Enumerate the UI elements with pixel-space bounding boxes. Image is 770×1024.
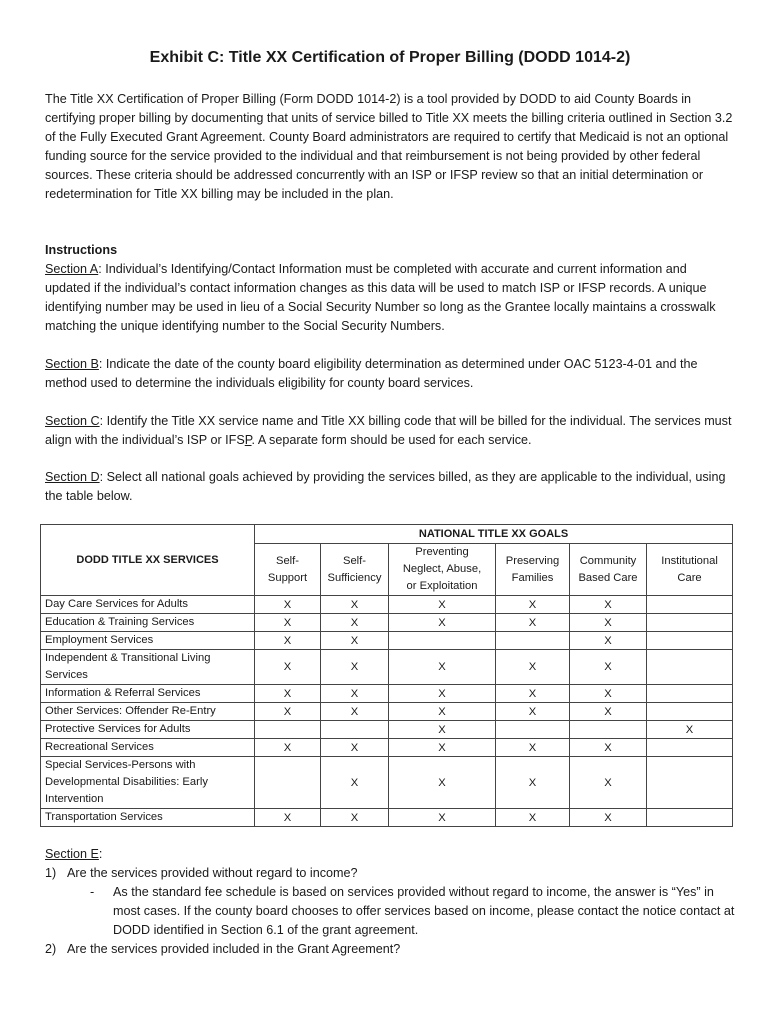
goal-mark-cell: X <box>570 650 647 685</box>
section-c-text-p: P <box>244 433 252 447</box>
goal-column-header: Self- Support <box>255 544 321 596</box>
goal-mark-cell: X <box>389 703 496 721</box>
goal-column-header: Self- Sufficiency <box>321 544 389 596</box>
goal-mark-cell <box>647 703 733 721</box>
goal-mark-cell: X <box>321 703 389 721</box>
goal-mark-cell: X <box>321 650 389 685</box>
goal-mark-cell <box>647 650 733 685</box>
goal-column-header: Preventing Neglect, Abuse, or Exploitation <box>389 544 496 596</box>
table-row <box>41 757 733 809</box>
goal-mark-cell: X <box>255 739 321 757</box>
service-name-cell: Day Care Services for Adults <box>41 596 255 614</box>
question-1-text: Are the services provided without regard to income? <box>67 866 358 880</box>
question-1-note-dash: - <box>90 885 95 899</box>
section-c-paragraph <box>45 412 735 450</box>
section-a-label: Section A <box>45 262 99 276</box>
table-row <box>41 721 733 739</box>
goal-mark-cell: X <box>570 757 647 809</box>
instructions-heading: Instructions <box>45 243 118 257</box>
goal-mark-cell <box>321 721 389 739</box>
question-2-number: 2) <box>45 942 57 956</box>
goal-mark-cell: X <box>496 596 570 614</box>
goal-mark-cell: X <box>389 685 496 703</box>
goal-mark-cell: X <box>321 739 389 757</box>
goal-mark-cell <box>647 614 733 632</box>
goal-mark-cell <box>647 632 733 650</box>
goal-mark-cell: X <box>496 650 570 685</box>
question-1 <box>45 864 358 883</box>
goal-mark-cell: X <box>389 809 496 827</box>
title-xx-goals-table <box>40 524 733 827</box>
section-c-text-end: . A separate form should be used for each service. <box>251 433 532 447</box>
goal-mark-cell: X <box>496 809 570 827</box>
goal-mark-cell: X <box>570 739 647 757</box>
section-d-text: : Select all national goals achieved by providing the services billed, as they are applicable to the individual, using the table below. <box>45 470 726 503</box>
goal-mark-cell <box>647 809 733 827</box>
goal-mark-cell <box>647 739 733 757</box>
section-b-paragraph <box>45 355 735 393</box>
service-name-cell: Transportation Services <box>41 809 255 827</box>
goal-mark-cell: X <box>321 757 389 809</box>
goal-mark-cell: X <box>647 721 733 739</box>
service-name-cell: Other Services: Offender Re-Entry <box>41 703 255 721</box>
goal-mark-cell: X <box>570 703 647 721</box>
goal-mark-cell: X <box>255 596 321 614</box>
service-name-cell: Education & Training Services <box>41 614 255 632</box>
goal-column-header: Preserving Families <box>496 544 570 596</box>
service-name-cell: Employment Services <box>41 632 255 650</box>
service-name-cell: Protective Services for Adults <box>41 721 255 739</box>
question-2 <box>45 940 400 959</box>
section-d-paragraph <box>45 468 735 506</box>
section-c-label: Section C <box>45 414 100 428</box>
goal-mark-cell: X <box>570 809 647 827</box>
goal-column-header: Institutional Care <box>647 544 733 596</box>
goal-mark-cell: X <box>389 739 496 757</box>
goal-mark-cell: X <box>570 632 647 650</box>
section-b-label: Section B <box>45 357 99 371</box>
goal-mark-cell: X <box>570 685 647 703</box>
goal-mark-cell <box>255 721 321 739</box>
table-row <box>41 650 733 685</box>
goal-mark-cell: X <box>496 614 570 632</box>
goal-mark-cell: X <box>321 685 389 703</box>
goal-mark-cell <box>255 757 321 809</box>
table-row <box>41 809 733 827</box>
goal-mark-cell: X <box>570 596 647 614</box>
document-title: Exhibit C: Title XX Certification of Proper Billing (DODD 1014-2) <box>149 49 631 66</box>
goal-mark-cell: X <box>255 614 321 632</box>
service-name-cell: Special Services-Persons with Developmental Disabilities: Early Intervention <box>41 757 255 809</box>
table-row <box>41 596 733 614</box>
goal-mark-cell: X <box>389 721 496 739</box>
goal-mark-cell: X <box>255 685 321 703</box>
intro-paragraph: The Title XX Certification of Proper Billing (Form DODD 1014-2) is a tool provided by DODD to aid County Boards in certifying proper billing by documenting that units of service billed to Title XX meets the billing criteria outlined in Section 3.2 of the Fully Executed Grant Agreement. County Board administrators are required to certify that Medicaid is not an optional funding source for the service provided to the individual and that reimbursement is not being provided by other federal sources. These criteria should be addressed concurrently with an ISP or IFSP review so that an initial determination or redetermination for Title XX billing may be included in the plan. <box>45 92 733 201</box>
services-header: DODD TITLE XX SERVICES <box>41 525 255 596</box>
goals-header: NATIONAL TITLE XX GOALS <box>255 525 733 544</box>
service-name-cell: Information & Referral Services <box>41 685 255 703</box>
goal-mark-cell: X <box>321 596 389 614</box>
section-e-label: Section E <box>45 847 99 861</box>
section-e-heading <box>45 845 102 864</box>
goal-mark-cell: X <box>496 685 570 703</box>
goal-mark-cell <box>647 685 733 703</box>
goal-mark-cell <box>496 632 570 650</box>
goal-mark-cell: X <box>255 703 321 721</box>
section-a-paragraph <box>45 260 735 336</box>
goals-table-body <box>41 596 733 827</box>
goal-mark-cell: X <box>496 757 570 809</box>
table-row <box>41 614 733 632</box>
question-1-note-text: As the standard fee schedule is based on services provided without regard to income, the answer is “Yes” in most cases. If the county board chooses to offer services based on income, please contact the notice contact at DODD identified in Section 6.1 of the grant agreement. <box>113 885 735 937</box>
section-d-label: Section D <box>45 470 100 484</box>
question-1-number: 1) <box>45 866 57 880</box>
goal-mark-cell: X <box>389 650 496 685</box>
section-c-text: : Identify the Title XX service name and Title XX billing code that will be billed for the individual. The services must align with the individual’s ISP or IFS <box>45 414 732 447</box>
goal-mark-cell: X <box>255 632 321 650</box>
table-row <box>41 685 733 703</box>
goal-mark-cell <box>389 632 496 650</box>
goal-mark-cell: X <box>255 809 321 827</box>
table-row <box>41 703 733 721</box>
section-e-label-suffix: : <box>98 847 103 861</box>
goal-mark-cell <box>570 721 647 739</box>
goal-mark-cell <box>647 596 733 614</box>
goal-mark-cell: X <box>389 757 496 809</box>
goal-mark-cell: X <box>321 632 389 650</box>
goal-mark-cell <box>496 721 570 739</box>
section-b-text: : Indicate the date of the county board eligibility determination as determined under OAC 5123-4-01 and the method used to determine the individuals eligibility for county board services. <box>45 357 698 390</box>
goal-mark-cell: X <box>496 739 570 757</box>
section-a-text: : Individual’s Identifying/Contact Information must be completed with accurate and current information and updated if the individual’s contact information changes as this data will be used to match ISP or IFSP records. A unique identifying number may be used in lieu of a Social Security Number so long as the Grantee locally maintains a crosswalk matching the unique identifying number to the Social Security Numbers. <box>45 262 716 333</box>
goal-mark-cell: X <box>255 650 321 685</box>
goal-column-header: Community Based Care <box>570 544 647 596</box>
table-row <box>41 739 733 757</box>
goal-mark-cell: X <box>570 614 647 632</box>
goal-mark-cell: X <box>389 614 496 632</box>
goal-mark-cell: X <box>321 809 389 827</box>
goal-mark-cell <box>647 757 733 809</box>
goal-mark-cell: X <box>321 614 389 632</box>
goal-mark-cell: X <box>496 703 570 721</box>
question-2-text: Are the services provided included in the Grant Agreement? <box>67 942 401 956</box>
goal-mark-cell: X <box>389 596 496 614</box>
table-row <box>41 632 733 650</box>
service-name-cell: Independent & Transitional Living Services <box>41 650 255 685</box>
service-name-cell: Recreational Services <box>41 739 255 757</box>
